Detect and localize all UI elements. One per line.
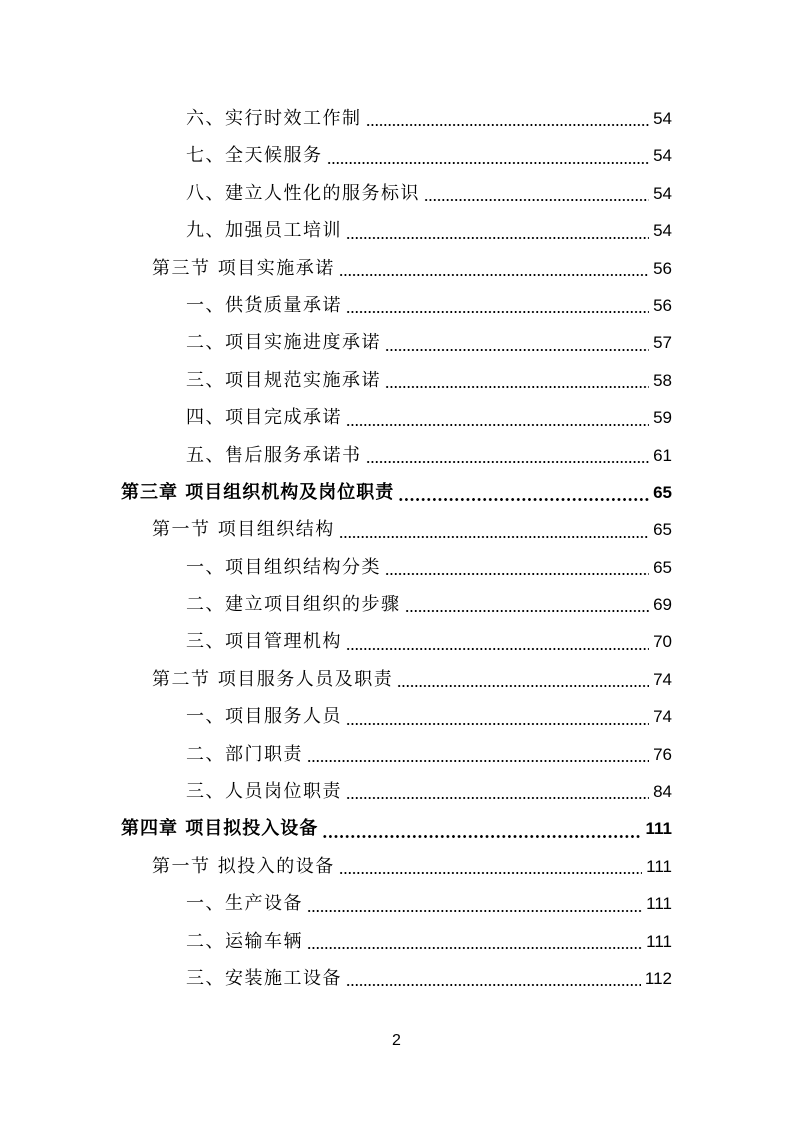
toc-leader-dots — [339, 274, 649, 276]
toc-leader-dots — [322, 835, 641, 838]
toc-entry[interactable] — [0, 137, 793, 174]
toc-leader-dots — [327, 162, 650, 164]
toc-entry-page: 74 — [653, 669, 672, 689]
toc-entry-page: 54 — [653, 146, 672, 166]
toc-entry[interactable] — [0, 698, 793, 735]
toc-leader-dots — [385, 573, 649, 575]
toc-entry-page: 58 — [653, 370, 672, 390]
toc-section-entry[interactable] — [0, 661, 793, 698]
toc-entry-label: 第三节 项目实施承诺 — [152, 257, 335, 279]
toc-entry-page: 56 — [653, 295, 672, 315]
toc-entry-page: 76 — [653, 744, 672, 764]
toc-entry-page: 65 — [653, 482, 672, 502]
toc-entry[interactable] — [0, 399, 793, 436]
toc-entry-page: 61 — [653, 445, 672, 465]
toc-entry-label: 二、建立项目组织的步骤 — [186, 594, 401, 616]
toc-entry-label: 七、全天候服务 — [186, 145, 323, 167]
toc-entry-page: 56 — [653, 258, 672, 278]
toc-entry-label: 一、供货质量承诺 — [186, 294, 342, 316]
toc-entry-page: 84 — [653, 782, 672, 802]
toc-entry-label: 一、项目服务人员 — [186, 706, 342, 728]
toc-entry-label: 第一节 拟投入的设备 — [152, 855, 335, 877]
toc-entry-label: 二、项目实施进度承诺 — [186, 332, 381, 354]
toc-entry[interactable] — [0, 100, 793, 137]
table-of-contents — [0, 100, 793, 997]
toc-entry-label: 三、项目管理机构 — [186, 631, 342, 653]
toc-leader-dots — [346, 797, 649, 799]
toc-entry-page: 69 — [653, 595, 672, 615]
toc-entry-label: 九、加强员工培训 — [186, 220, 342, 242]
toc-section-entry[interactable] — [0, 250, 793, 287]
toc-entry-label: 三、项目规范实施承诺 — [186, 369, 381, 391]
toc-entry-page: 54 — [653, 109, 672, 128]
toc-leader-dots — [397, 685, 649, 687]
toc-entry-label: 第一节 项目组织结构 — [152, 519, 335, 541]
toc-entry-label: 一、生产设备 — [186, 893, 303, 915]
toc-chapter-entry[interactable] — [0, 810, 793, 847]
toc-leader-dots — [346, 723, 649, 725]
toc-entry-label: 第二节 项目服务人员及职责 — [152, 668, 394, 690]
toc-entry-label: 二、运输车辆 — [186, 930, 303, 952]
toc-leader-dots — [398, 498, 649, 501]
toc-leader-dots — [346, 648, 649, 650]
toc-leader-dots — [424, 199, 649, 201]
toc-leader-dots — [307, 947, 642, 949]
toc-section-entry[interactable] — [0, 511, 793, 548]
toc-leader-dots — [346, 237, 649, 239]
toc-leader-dots — [366, 124, 650, 126]
toc-entry[interactable] — [0, 773, 793, 810]
toc-entry-page: 65 — [653, 520, 672, 540]
toc-entry[interactable] — [0, 736, 793, 773]
toc-entry[interactable] — [0, 923, 793, 960]
toc-entry-label: 第四章 项目拟投入设备 — [121, 818, 319, 840]
toc-entry-page: 57 — [653, 333, 672, 353]
toc-leader-dots — [366, 461, 650, 463]
toc-entry[interactable] — [0, 175, 793, 212]
toc-entry-page: 54 — [653, 183, 672, 203]
toc-entry-page: 111 — [646, 856, 672, 876]
toc-entry-label: 五、售后服务承诺书 — [186, 444, 362, 466]
toc-entry-page: 54 — [653, 221, 672, 241]
toc-leader-dots — [307, 910, 642, 912]
toc-leader-dots — [385, 386, 649, 388]
toc-section-entry[interactable] — [0, 848, 793, 885]
toc-leader-dots — [339, 872, 642, 874]
toc-entry[interactable] — [0, 549, 793, 586]
toc-leader-dots — [339, 536, 649, 538]
toc-leader-dots — [346, 984, 641, 986]
toc-entry[interactable] — [0, 885, 793, 922]
toc-entry-page: 59 — [653, 408, 672, 428]
toc-entry[interactable] — [0, 586, 793, 623]
toc-chapter-entry[interactable] — [0, 474, 793, 511]
toc-entry-page: 111 — [645, 819, 672, 839]
toc-entry-label: 八、建立人性化的服务标识 — [186, 182, 420, 204]
toc-leader-dots — [346, 424, 649, 426]
toc-entry-label: 六、实行时效工作制 — [186, 108, 362, 129]
toc-entry-label: 三、人员岗位职责 — [186, 781, 342, 803]
toc-entry-page: 65 — [653, 557, 672, 577]
page-number: 2 — [392, 1032, 401, 1049]
toc-leader-dots — [405, 610, 650, 612]
toc-entry[interactable] — [0, 623, 793, 660]
toc-entry-label: 第三章 项目组织机构及岗位职责 — [121, 481, 395, 503]
toc-entry[interactable] — [0, 324, 793, 361]
toc-entry[interactable] — [0, 287, 793, 324]
toc-entry-page: 111 — [646, 931, 672, 951]
toc-leader-dots — [307, 760, 649, 762]
toc-entry-label: 三、安装施工设备 — [186, 967, 342, 989]
toc-entry-page: 112 — [644, 968, 672, 988]
toc-entry-label: 一、项目组织结构分类 — [186, 556, 381, 578]
toc-entry[interactable] — [0, 212, 793, 249]
toc-entry-label: 二、部门职责 — [186, 743, 303, 765]
toc-entry[interactable] — [0, 960, 793, 997]
toc-leader-dots — [385, 349, 649, 351]
toc-entry[interactable] — [0, 362, 793, 399]
toc-entry-label: 四、项目完成承诺 — [186, 407, 342, 429]
toc-entry-page: 74 — [653, 707, 672, 727]
toc-entry-page: 70 — [653, 632, 672, 652]
toc-entry[interactable] — [0, 437, 793, 474]
toc-entry-page: 111 — [646, 894, 672, 914]
toc-leader-dots — [346, 311, 649, 313]
